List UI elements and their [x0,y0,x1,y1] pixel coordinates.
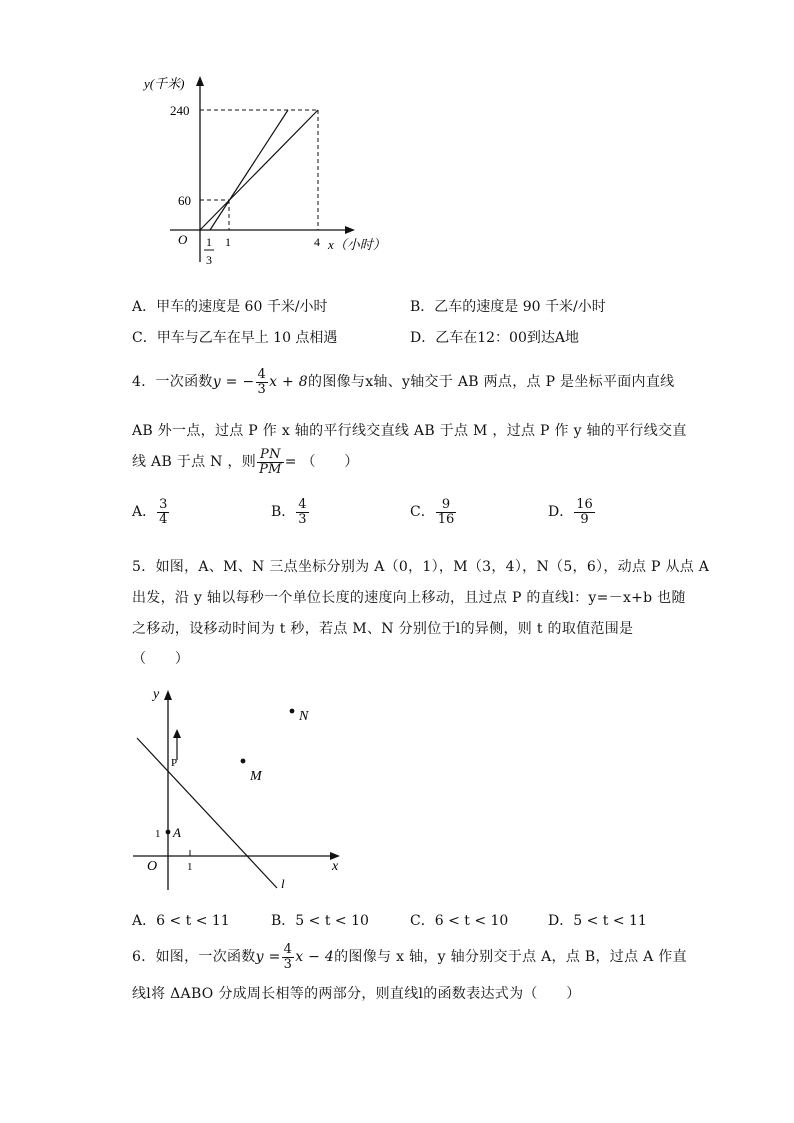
point-p-arrow-head [173,729,181,738]
x-tick-1: 1 [225,235,231,249]
tick-x1-label: 1 [187,861,193,873]
q3-option-c[interactable]: C．甲车与乙车在早上 10 点相遇 [132,330,338,346]
q4-ratio: $\frac{PN}{PM}$ [259,447,282,477]
q5-option-b[interactable]: B．5 < t < 10 [271,913,369,929]
moving-line-graph [128,680,353,895]
y-tick-60: 60 [178,193,191,208]
q5-line-1: 5．如图，A、M、N 三点坐标分别为 A（0，1），M（3，4），N（5，6），动点 P 从点 A [132,559,710,575]
y-axis-arrow [164,690,172,700]
q5-option-c[interactable]: C．6 < t < 10 [410,913,509,929]
line-l [137,738,277,888]
point-m [241,759,246,764]
origin-label: O [147,859,158,874]
origin-label: O [178,232,188,247]
y-tick-240: 240 [170,103,190,118]
point-n [290,709,295,714]
q6-line-1: 6．如图，一次函数y = $\frac{4}{3}$ x − 4的图像与 x 轴，y 轴分别交于点 A，点 B，过点 A 作直 [132,942,687,972]
x-tick-third-den: 3 [206,253,212,267]
x-axis-arrow [345,226,355,234]
line-car-a [200,110,318,230]
q5-line-3: 之移动，设移动时间为 t 秒，若点 M、N 分别位于l的异侧，则 t 的取值范围是 [132,621,634,637]
label-m: M [250,769,262,784]
q5-option-a[interactable]: A．6 < t < 11 [132,913,230,929]
q6-line-2: 线l将 ΔABO 分成周长相等的两部分，则直线l的函数表达式为（ ） [132,986,581,1002]
tick-y1-label: 1 [155,828,161,840]
q5-line-2: 出发，沿 y 轴以每秒一个单位长度的速度向上移动，且过点 P 的直线l：y=－x+b 也随 [132,590,686,606]
x-axis-label: x（小时） [328,237,386,252]
q3-option-b[interactable]: B．乙车的速度是 90 千米/小时 [410,299,606,315]
q4-option-a[interactable]: A． $\frac{3}{4}$ [132,497,168,527]
q5-line-4: （ ） [132,651,190,667]
y-axis-label: y [153,687,160,702]
line-car-b [210,110,288,230]
x-tick-third-num: 1 [206,235,212,249]
label-a: A [173,825,181,840]
label-n: N [299,709,309,724]
q6-coefficient: $\frac{4}{3}$ [283,942,293,972]
q4-line-3: 线 AB 于点 N ，则 $\frac{PN}{PM}$ = （ ） [132,447,359,477]
q3-option-a[interactable]: A．甲车的速度是 60 千米/小时 [132,299,328,315]
q5-option-d[interactable]: D．5 < t < 11 [548,913,647,929]
line-l-label: l [281,876,285,891]
q4-option-c[interactable]: C． $\frac{9}{16}$ [410,497,455,527]
x-axis-label: x [332,859,339,874]
label-p: P [171,757,178,769]
distance-time-graph [144,70,400,275]
point-a [166,830,171,835]
q4-option-d[interactable]: D． $\frac{16}{9}$ [548,497,593,527]
q3-option-d[interactable]: D．乙车在12：00到达A地 [410,330,579,346]
q4-line-2: AB 外一点，过点 P 作 x 轴的平行线交直线 AB 于点 M ，过点 P 作 y 轴的平行线交直 [132,423,687,439]
x-tick-4: 4 [314,235,320,249]
y-axis-label: y(千米) [144,76,185,91]
q4-option-b[interactable]: B． $\frac{4}{3}$ [271,497,307,527]
y-axis-arrow [196,76,204,86]
q4-coefficient: $\frac{4}{3}$ [257,367,267,397]
q4-line-1: 4．一次函数y = − $\frac{4}{3}$ x + 8的图像与x轴、y轴交于 AB 两点，点 P 是坐标平面内直线 [132,367,675,397]
